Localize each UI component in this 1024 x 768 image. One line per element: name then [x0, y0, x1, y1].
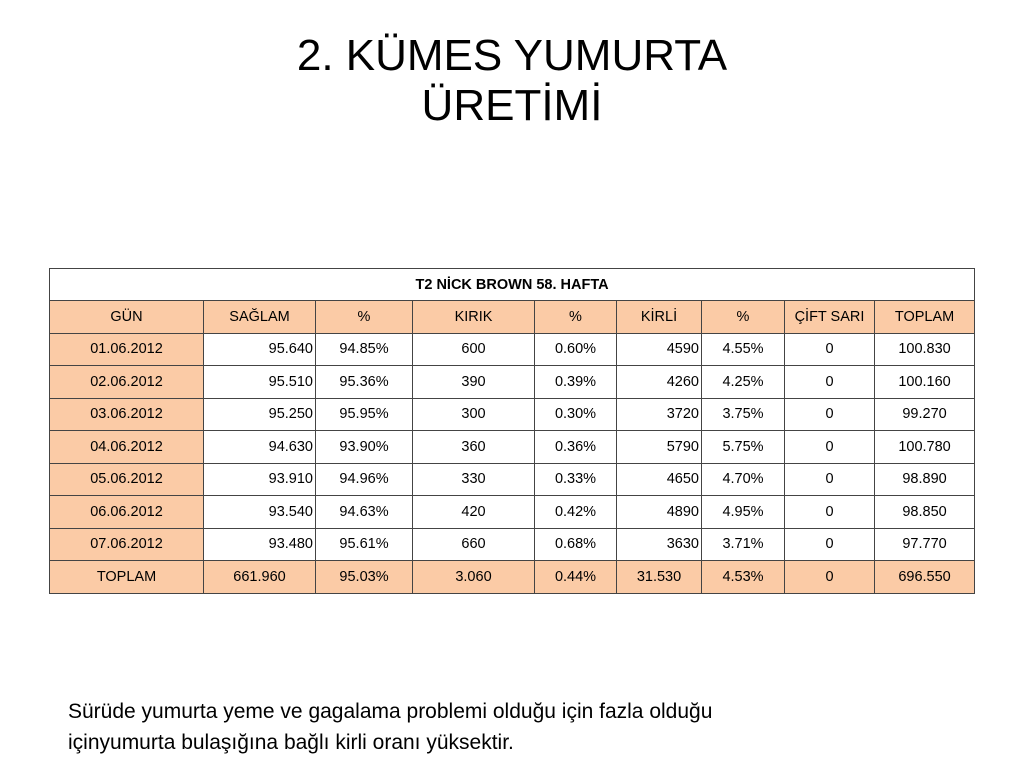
cell-kirik: 660 [413, 528, 535, 561]
header-gun: GÜN [50, 301, 204, 334]
egg-production-table [49, 268, 975, 594]
cell-kirli: 5790 [617, 431, 702, 464]
slide-title-line-1: 2. KÜMES YUMURTA [296, 31, 728, 81]
cell-toplam: 100.830 [875, 333, 975, 366]
cell-saglam: 95.250 [204, 398, 316, 431]
note-text [68, 696, 928, 758]
cell-kirik-percent: 0.42% [535, 496, 617, 529]
cell-toplam: 100.160 [875, 366, 975, 399]
cell-kirli-percent: 3.75% [702, 398, 785, 431]
cell-kirik: 600 [413, 333, 535, 366]
table-header-row [50, 301, 975, 334]
cell-cift-sari: 0 [785, 463, 875, 496]
header-toplam: TOPLAM [875, 301, 975, 334]
total-cell-toplam: 696.550 [875, 561, 975, 594]
slide-title [0, 31, 1024, 131]
cell-kirli: 4650 [617, 463, 702, 496]
header-kirli-percent: % [702, 301, 785, 334]
cell-saglam-percent: 94.85% [316, 333, 413, 366]
cell-date: 06.06.2012 [50, 496, 204, 529]
cell-kirik-percent: 0.68% [535, 528, 617, 561]
note-line-1: Sürüde yumurta yeme ve gagalama problemi olduğu için fazla olduğu [68, 700, 713, 723]
cell-saglam: 95.510 [204, 366, 316, 399]
table-row [50, 431, 975, 464]
cell-kirli: 4260 [617, 366, 702, 399]
cell-kirik-percent: 0.60% [535, 333, 617, 366]
cell-date: 02.06.2012 [50, 366, 204, 399]
header-kirik: KIRIK [413, 301, 535, 334]
cell-saglam: 95.640 [204, 333, 316, 366]
cell-kirli-percent: 3.71% [702, 528, 785, 561]
cell-kirik-percent: 0.36% [535, 431, 617, 464]
cell-kirik: 360 [413, 431, 535, 464]
cell-kirli: 3720 [617, 398, 702, 431]
total-cell-saglam-percent: 95.03% [316, 561, 413, 594]
cell-kirik: 330 [413, 463, 535, 496]
cell-cift-sari: 0 [785, 398, 875, 431]
header-saglam-percent: % [316, 301, 413, 334]
cell-cift-sari: 0 [785, 366, 875, 399]
table-caption: T2 NİCK BROWN 58. HAFTA [50, 269, 975, 301]
table-row [50, 528, 975, 561]
cell-toplam: 98.890 [875, 463, 975, 496]
cell-kirik: 300 [413, 398, 535, 431]
total-cell-date: TOPLAM [50, 561, 204, 594]
header-kirik-percent: % [535, 301, 617, 334]
cell-kirli-percent: 4.25% [702, 366, 785, 399]
cell-kirli: 4590 [617, 333, 702, 366]
cell-kirik-percent: 0.33% [535, 463, 617, 496]
cell-kirli-percent: 4.70% [702, 463, 785, 496]
header-kirli: KİRLİ [617, 301, 702, 334]
cell-kirli: 3630 [617, 528, 702, 561]
cell-date: 04.06.2012 [50, 431, 204, 464]
cell-date: 07.06.2012 [50, 528, 204, 561]
cell-kirli-percent: 5.75% [702, 431, 785, 464]
cell-saglam-percent: 94.63% [316, 496, 413, 529]
cell-saglam: 94.630 [204, 431, 316, 464]
cell-saglam: 93.540 [204, 496, 316, 529]
note-line-2: içinyumurta bulaşığına bağlı kirli oranı yüksektir. [68, 731, 514, 754]
cell-toplam: 99.270 [875, 398, 975, 431]
total-cell-kirik-percent: 0.44% [535, 561, 617, 594]
table-row [50, 496, 975, 529]
header-cift-sari: ÇİFT SARI [785, 301, 875, 334]
slide-title-line-2: ÜRETİMİ [421, 81, 603, 131]
cell-kirik: 420 [413, 496, 535, 529]
cell-kirik-percent: 0.39% [535, 366, 617, 399]
cell-toplam: 100.780 [875, 431, 975, 464]
header-saglam: SAĞLAM [204, 301, 316, 334]
total-cell-kirik: 3.060 [413, 561, 535, 594]
total-cell-kirli: 31.530 [617, 561, 702, 594]
total-cell-saglam: 661.960 [204, 561, 316, 594]
cell-saglam: 93.910 [204, 463, 316, 496]
cell-cift-sari: 0 [785, 333, 875, 366]
total-cell-cift-sari: 0 [785, 561, 875, 594]
cell-cift-sari: 0 [785, 431, 875, 464]
cell-kirli-percent: 4.55% [702, 333, 785, 366]
table-total-row [50, 561, 975, 594]
cell-kirli: 4890 [617, 496, 702, 529]
cell-saglam-percent: 95.95% [316, 398, 413, 431]
cell-saglam-percent: 95.61% [316, 528, 413, 561]
cell-kirik: 390 [413, 366, 535, 399]
table-row [50, 398, 975, 431]
cell-saglam: 93.480 [204, 528, 316, 561]
total-cell-kirli-percent: 4.53% [702, 561, 785, 594]
table-row [50, 333, 975, 366]
cell-kirli-percent: 4.95% [702, 496, 785, 529]
cell-date: 05.06.2012 [50, 463, 204, 496]
cell-date: 01.06.2012 [50, 333, 204, 366]
cell-saglam-percent: 94.96% [316, 463, 413, 496]
cell-kirik-percent: 0.30% [535, 398, 617, 431]
cell-saglam-percent: 95.36% [316, 366, 413, 399]
table-row [50, 463, 975, 496]
cell-toplam: 97.770 [875, 528, 975, 561]
cell-toplam: 98.850 [875, 496, 975, 529]
table-row [50, 366, 975, 399]
cell-date: 03.06.2012 [50, 398, 204, 431]
cell-cift-sari: 0 [785, 528, 875, 561]
cell-cift-sari: 0 [785, 496, 875, 529]
cell-saglam-percent: 93.90% [316, 431, 413, 464]
